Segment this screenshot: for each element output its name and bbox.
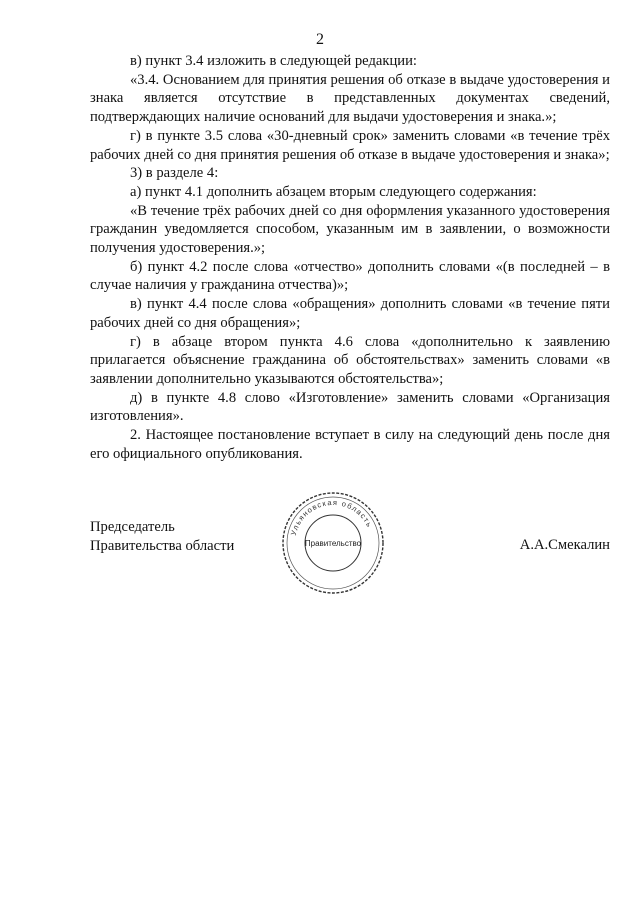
paragraph-effective-date: 2. Настоящее постановление вступает в силу на следующий день после дня его официального опубликования.: [90, 427, 610, 462]
signature-block: [90, 497, 610, 624]
paragraph-4-8: д) в пункте 4.8 слово «Изготовление» заменить словами «Организация изготовления».: [90, 389, 610, 425]
paragraph-4-1-text: «В течение трёх рабочих дней со дня оформления указанного удостоверения гражданин уведомляется способом, указанным им в заявлении, о возможности получения удостоверения.»;: [90, 202, 610, 257]
paragraph-section-4: 3) в разделе 4:: [130, 165, 219, 182]
paragraph-4-6: г) в абзаце втором пункта 4.6 слова «дополнительно к заявлению прилагается объяснение гражданина об обстоятельствах» заменить словами «в заявлении дополнительно указываются обстоятельства»;: [90, 333, 610, 387]
svg-text:Ульяновская область: [289, 498, 375, 536]
signer-title-line2: Правительства области: [90, 537, 235, 554]
paragraph-3-4-text: «3.4. Основанием для принятия решения об отказе в выдаче удостоверения и знака является отсутствие в представленных документах сведений, подтверждающих наличие оснований для выдачи удостоверения и знака.»;: [90, 71, 610, 126]
seal-ring-text: Ульяновская область: [288, 497, 375, 537]
document-body: [90, 52, 610, 463]
signer-title-line1: Председатель: [90, 519, 175, 535]
signer-name: А.А.Смекалин: [519, 537, 610, 553]
paragraph-3-4-heading: в) пункт 3.4 изложить в следующей редакции:: [130, 53, 417, 69]
seal-center-text: Правительство: [304, 539, 362, 548]
page-number: 2: [316, 31, 324, 48]
paragraph-4-2: б) пункт 4.2 после слова «отчество» дополнить словами «(в последней – в случае наличия у гражданина отчества)»;: [90, 258, 610, 294]
signer-title: [90, 518, 234, 555]
paragraph-4-1: а) пункт 4.1 дополнить абзацем вторым следующего содержания:: [130, 183, 537, 200]
paragraph-3-5: г) в пункте 3.5 слова «30-дневный срок» заменить словами «в течение трёх рабочих дней со дня принятия решения об отказе в выдаче удостоверения и знака»;: [90, 127, 610, 163]
paragraph-4-4: в) пункт 4.4 после слова «обращения» дополнить словами «в течение пяти рабочих дней со дня обращения»;: [90, 296, 610, 331]
official-seal-stamp: [278, 488, 388, 598]
